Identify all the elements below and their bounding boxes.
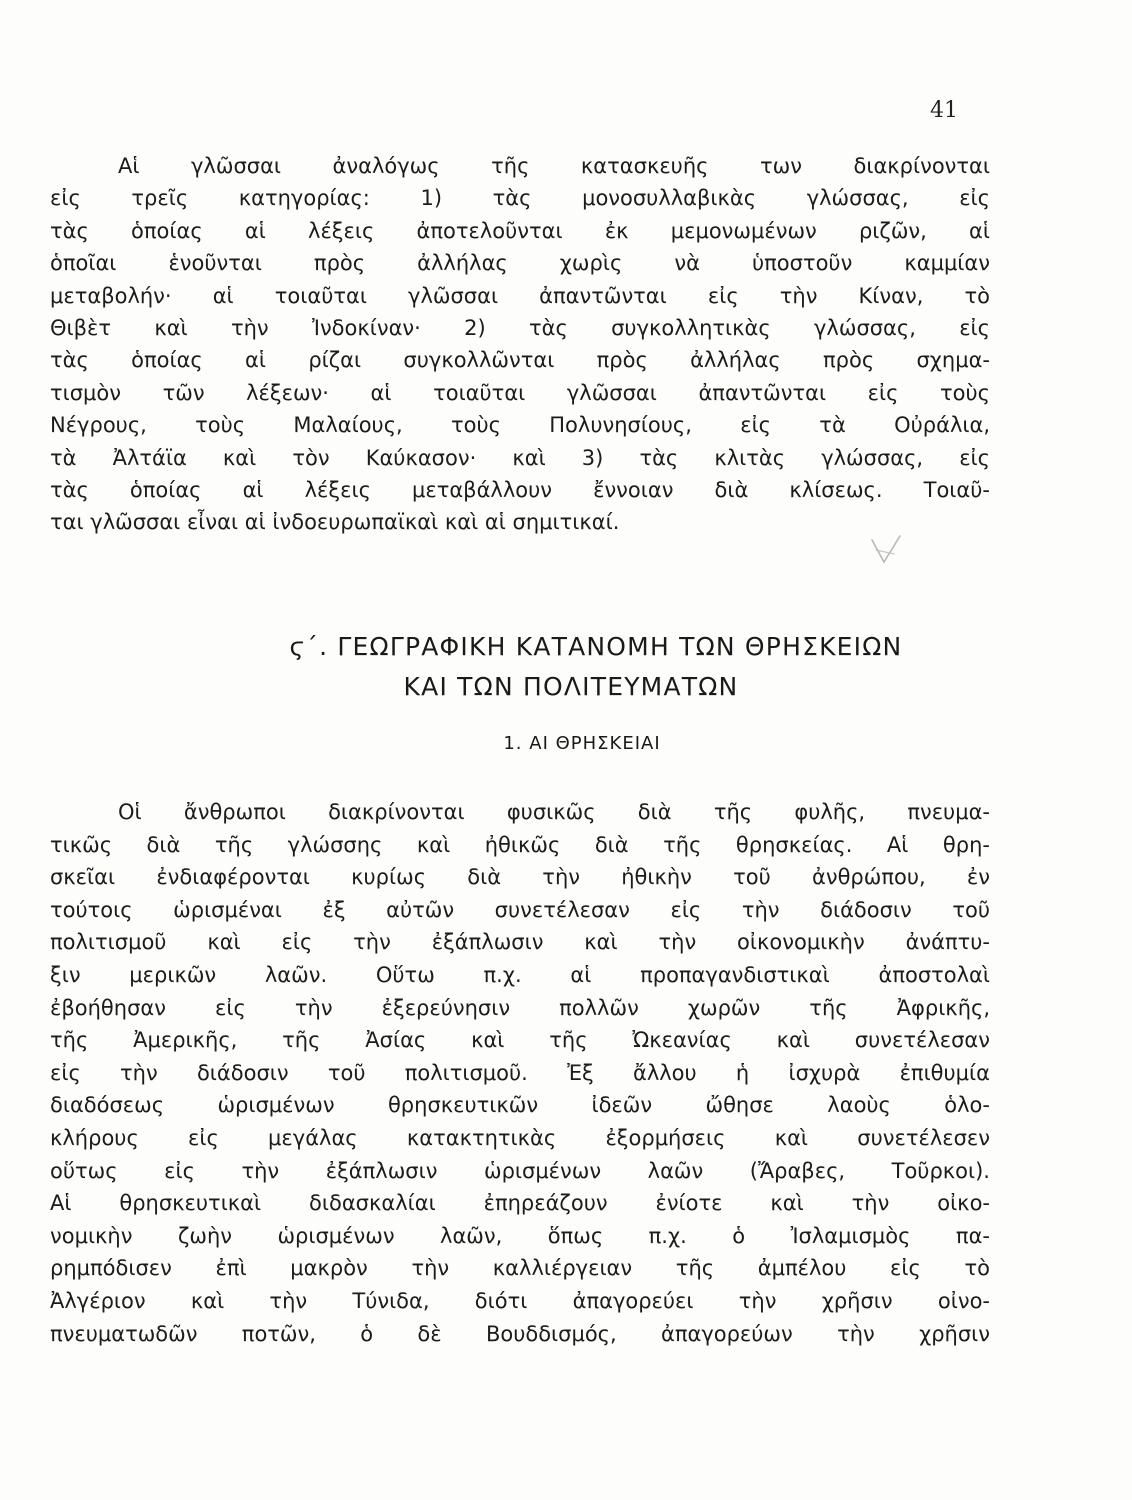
section-heading-line: ΚΑΙ ΤΩΝ ΠΟΛΙΤΕΥΜΑΤΩΝ	[403, 672, 739, 701]
text-line: τούτοις ὡρισμέναι ἐξ αὐτῶν συνετέλεσαν εἰς τὴν διάδοσιν τοῦ	[50, 897, 990, 922]
text-line: Νέγρους, τοὺς Μαλαίους, τοὺς Πολυνησίους, εἰς τὰ Οὐράλια,	[50, 413, 990, 438]
paragraph-religions	[50, 796, 990, 1350]
text-line: τὰς ὁποίας αἱ λέξεις ἀποτελοῦνται ἐκ μεμονωμένων ριζῶν, αἱ	[50, 218, 990, 243]
text-line: ρημπόδισεν ἐπὶ μακρὸν τὴν καλλιέργειαν τῆς ἀμπέλου εἰς τὸ	[50, 1256, 990, 1281]
pencil-check-mark-icon	[868, 532, 904, 572]
text-line: εἰς τὴν διάδοσιν τοῦ πολιτισμοῦ. Ἐξ ἄλλου ἡ ἰσχυρὰ ἐπιθυμία	[50, 1060, 990, 1085]
section-heading-line: ϛ΄. ΓΕΩΓΡΑΦΙΚΗ ΚΑΤΑΝΟΜΗ ΤΩΝ ΘΡΗΣΚΕΙΩΝ	[289, 632, 903, 661]
text-line: ται γλῶσσαι εἶναι αἱ ἰνδοευρωπαϊκαὶ καὶ αἱ σημιτικαί.	[50, 510, 620, 535]
text-line: πνευματωδῶν ποτῶν, ὁ δὲ Βουδδισμός, ἀπαγορεύων τὴν χρῆσιν	[50, 1321, 990, 1346]
text-line: τὰς ὁποίας αἱ ρίζαι συγκολλῶνται πρὸς ἀλλήλας πρὸς σχημα-	[50, 348, 990, 373]
text-line: ὁποῖαι ἑνοῦνται πρὸς ἀλλήλας χωρὶς νὰ ὑποστοῦν καμμίαν	[50, 251, 990, 276]
text-line: τὰ Ἀλτάϊα καὶ τὸν Καύκασον· καὶ 3) τὰς κλιτὰς γλώσσας, εἰς	[50, 445, 990, 470]
text-line: Αἱ γλῶσσαι ἀναλόγως τῆς κατασκευῆς των διακρίνονται	[118, 154, 990, 178]
text-line: νομικὴν ζωὴν ὡρισμένων λαῶν, ὅπως π.χ. ὁ Ἰσλαμισμὸς πα-	[50, 1223, 990, 1248]
text-line: Θιβὲτ καὶ τὴν Ἰνδοκίναν· 2) τὰς συγκολλητικὰς γλώσσας, εἰς	[50, 315, 990, 340]
text-line: εἰς τρεῖς κατηγορίας: 1) τὰς μονοσυλλαβικὰς γλώσσας, εἰς	[50, 186, 990, 211]
subsection-heading: 1. ΑΙ ΘΡΗΣΚΕΙΑΙ	[503, 733, 661, 754]
text-line: ἐβοήθησαν εἰς τὴν ἐξερεύνησιν πολλῶν χωρῶν τῆς Ἀφρικῆς,	[50, 995, 990, 1020]
text-line: μεταβολήν· αἱ τοιαῦται γλῶσσαι ἀπαντῶνται εἰς τὴν Κίναν, τὸ	[50, 283, 990, 308]
text-line: κλήρους εἰς μεγάλας κατακτητικὰς ἐξορμήσεις καὶ συνετέλεσεν	[50, 1125, 990, 1150]
text-line: Ἀλγέριον καὶ τὴν Τύνιδα, διότι ἀπαγορεύει τὴν χρῆσιν οἰνο-	[50, 1288, 990, 1313]
text-line: ξιν μερικῶν λαῶν. Οὕτω π.χ. αἱ προπαγανδιστικαὶ ἀποστολαὶ	[50, 962, 990, 987]
text-line: τικῶς διὰ τῆς γλώσσης καὶ ἠθικῶς διὰ τῆς θρησκείας. Αἱ θρη-	[50, 832, 990, 857]
text-line: διαδόσεως ὡρισμένων θρησκευτικῶν ἰδεῶν ὤθησε λαοὺς ὁλο-	[50, 1093, 990, 1118]
text-line: Οἱ ἄνθρωποι διακρίνονται φυσικῶς διὰ τῆς φυλῆς, πνευμα-	[118, 800, 990, 824]
page-number: 41	[930, 98, 958, 123]
text-line: πολιτισμοῦ καὶ εἰς τὴν ἐξάπλωσιν καὶ τὴν οἰκονομικὴν ἀνάπτυ-	[50, 930, 990, 955]
text-line: τισμὸν τῶν λέξεων· αἱ τοιαῦται γλῶσσαι ἀπαντῶνται εἰς τοὺς	[50, 380, 990, 405]
text-line: τὰς ὁποίας αἱ λέξεις μεταβάλλουν ἔννοιαν διὰ κλίσεως. Τοιαῦ-	[50, 477, 990, 502]
section-heading	[0, 627, 1132, 707]
paragraph-languages	[50, 150, 990, 539]
text-line: Αἱ θρησκευτικαὶ διδασκαλίαι ἐπηρεάζουν ἐνίοτε καὶ τὴν οἰκο-	[50, 1191, 990, 1216]
text-line: τῆς Ἀμερικῆς, τῆς Ἀσίας καὶ τῆς Ὠκεανίας καὶ συνετέλεσαν	[50, 1028, 990, 1053]
text-line: οὕτως εἰς τὴν ἐξάπλωσιν ὡρισμένων λαῶν (Ἄραβες, Τοῦρκοι).	[50, 1158, 990, 1183]
text-line: σκεῖαι ἐνδιαφέρονται κυρίως διὰ τὴν ἠθικὴν τοῦ ἀνθρώπου, ἐν	[50, 865, 990, 890]
